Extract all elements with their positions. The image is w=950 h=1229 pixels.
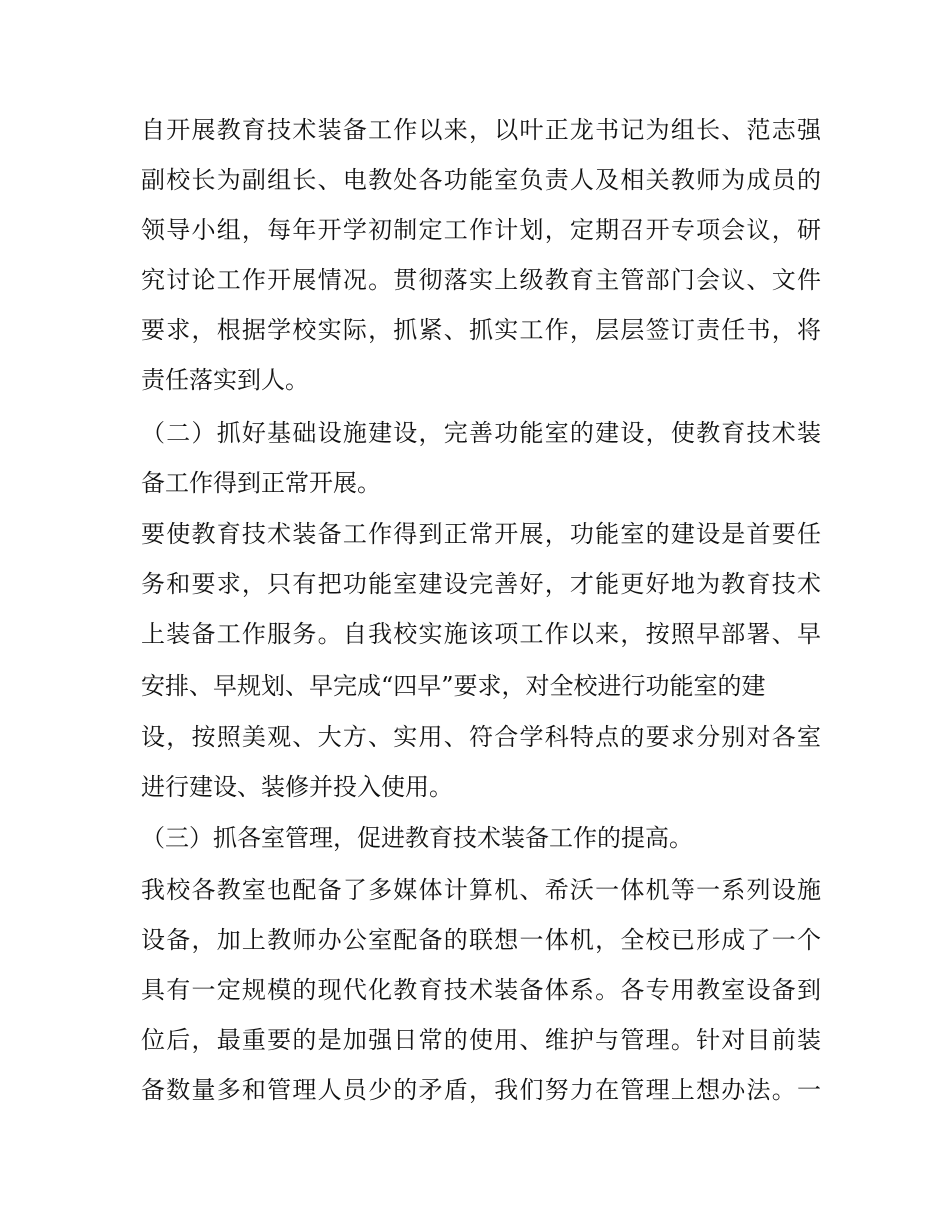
paragraph-line: 上装备工作服务。自我校实施该项工作以来，按照早部署、早 xyxy=(141,620,821,648)
paragraph-line: 副校长为副组长、电教处各功能室负责人及相关教师为成员的 xyxy=(141,166,821,194)
paragraph-line: 设备，加上教师办公室配备的联想一体机，全校已形成了一个 xyxy=(141,926,821,954)
paragraph-line: 进行建设、装修并投入使用。 xyxy=(141,773,453,801)
paragraph-line: 务和要求，只有把功能室建设完善好，才能更好地为教育技术 xyxy=(141,570,821,598)
paragraph-line: 自开展教育技术装备工作以来，以叶正龙书记为组长、范志强 xyxy=(141,116,821,144)
section-heading-line: 备工作得到正常开展。 xyxy=(141,469,381,497)
paragraph-line: 责任落实到人。 xyxy=(141,366,309,394)
paragraph-line: 我校各教室也配备了多媒体计算机、希沃一体机等一系列设施 xyxy=(141,876,821,904)
paragraph-line: 备数量多和管理人员少的矛盾，我们努力在管理上想办法。一 xyxy=(141,1076,821,1104)
paragraph-line: 究讨论工作开展情况。贯彻落实上级教育主管部门会议、文件 xyxy=(141,266,821,294)
section-heading-line: （三）抓各室管理，促进教育技术装备工作的提高。 xyxy=(141,824,693,852)
paragraph-line: 设，按照美观、大方、实用、符合学科特点的要求分别对各室 xyxy=(141,723,821,751)
paragraph-line: 领导小组，每年开学初制定工作计划，定期召开专项会议，研 xyxy=(141,216,821,244)
paragraph-line: 具有一定规模的现代化教育技术装备体系。各专用教室设备到 xyxy=(141,976,821,1004)
paragraph-line: 要求，根据学校实际，抓紧、抓实工作，层层签订责任书，将 xyxy=(141,316,821,344)
paragraph-line: 要使教育技术装备工作得到正常开展，功能室的建设是首要任 xyxy=(141,520,821,548)
paragraph-line: 位后，最重要的是加强日常的使用、维护与管理。针对目前装 xyxy=(141,1026,821,1054)
section-heading-line: （二）抓好基础设施建设，完善功能室的建设，使教育技术装 xyxy=(141,419,821,447)
paragraph-line: 安排、早规划、早完成“四早”要求，对全校进行功能室的建 xyxy=(141,672,766,700)
